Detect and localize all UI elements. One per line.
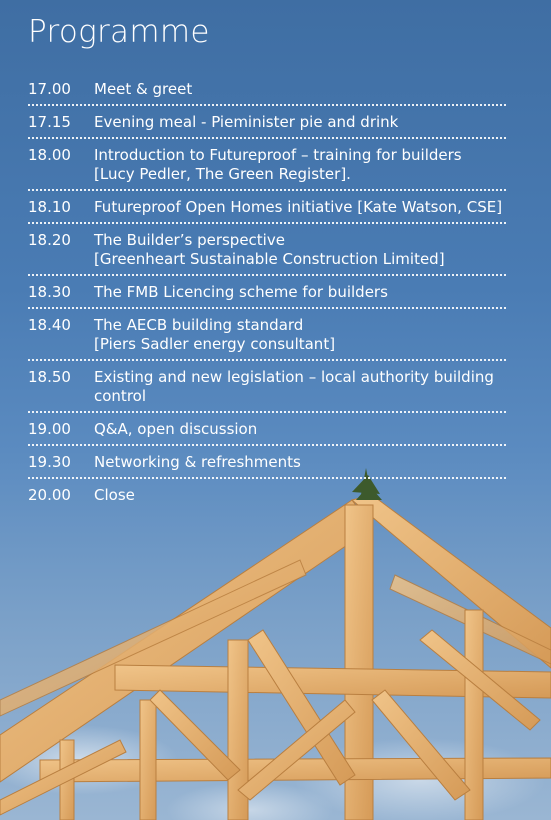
schedule-row — [28, 484, 506, 510]
schedule-event: Introduction to Futureproof – training for builders [Lucy Pedler, The Green Register]. — [94, 146, 462, 183]
schedule-row — [28, 78, 506, 106]
schedule-event: Futureproof Open Homes initiative [Kate Watson, CSE] — [94, 198, 503, 216]
schedule-row — [28, 314, 506, 361]
schedule-row — [28, 281, 506, 309]
schedule-event: The FMB Licencing scheme for builders — [94, 283, 388, 301]
schedule-event: Existing and new legislation – local authority building control — [94, 368, 494, 405]
schedule-time: 19.00 — [28, 420, 71, 438]
schedule-row — [28, 451, 506, 479]
schedule-time: 18.20 — [28, 231, 71, 249]
schedule-row — [28, 196, 506, 224]
programme-schedule — [28, 78, 506, 515]
schedule-event: Networking & refreshments — [94, 453, 301, 471]
schedule-time: 20.00 — [28, 486, 71, 504]
schedule-time: 18.10 — [28, 198, 71, 216]
schedule-row — [28, 144, 506, 191]
schedule-row — [28, 229, 506, 276]
schedule-time: 19.30 — [28, 453, 71, 471]
schedule-event: Close — [94, 486, 135, 504]
page-title: Programme — [28, 14, 210, 50]
schedule-event: The Builder’s perspective [Greenheart Sustainable Construction Limited] — [94, 231, 445, 268]
schedule-event: Q&A, open discussion — [94, 420, 258, 438]
schedule-event: The AECB building standard [Piers Sadler energy consultant] — [94, 316, 336, 353]
schedule-time: 18.50 — [28, 368, 71, 386]
schedule-time: 17.00 — [28, 80, 71, 98]
schedule-time: 18.00 — [28, 146, 71, 164]
schedule-event: Meet & greet — [94, 80, 193, 98]
schedule-row — [28, 418, 506, 446]
schedule-row — [28, 366, 506, 413]
schedule-time: 18.30 — [28, 283, 71, 301]
schedule-time: 18.40 — [28, 316, 71, 334]
schedule-time: 17.15 — [28, 113, 71, 131]
schedule-event: Evening meal - Pieminister pie and drink — [94, 113, 399, 131]
schedule-row — [28, 111, 506, 139]
